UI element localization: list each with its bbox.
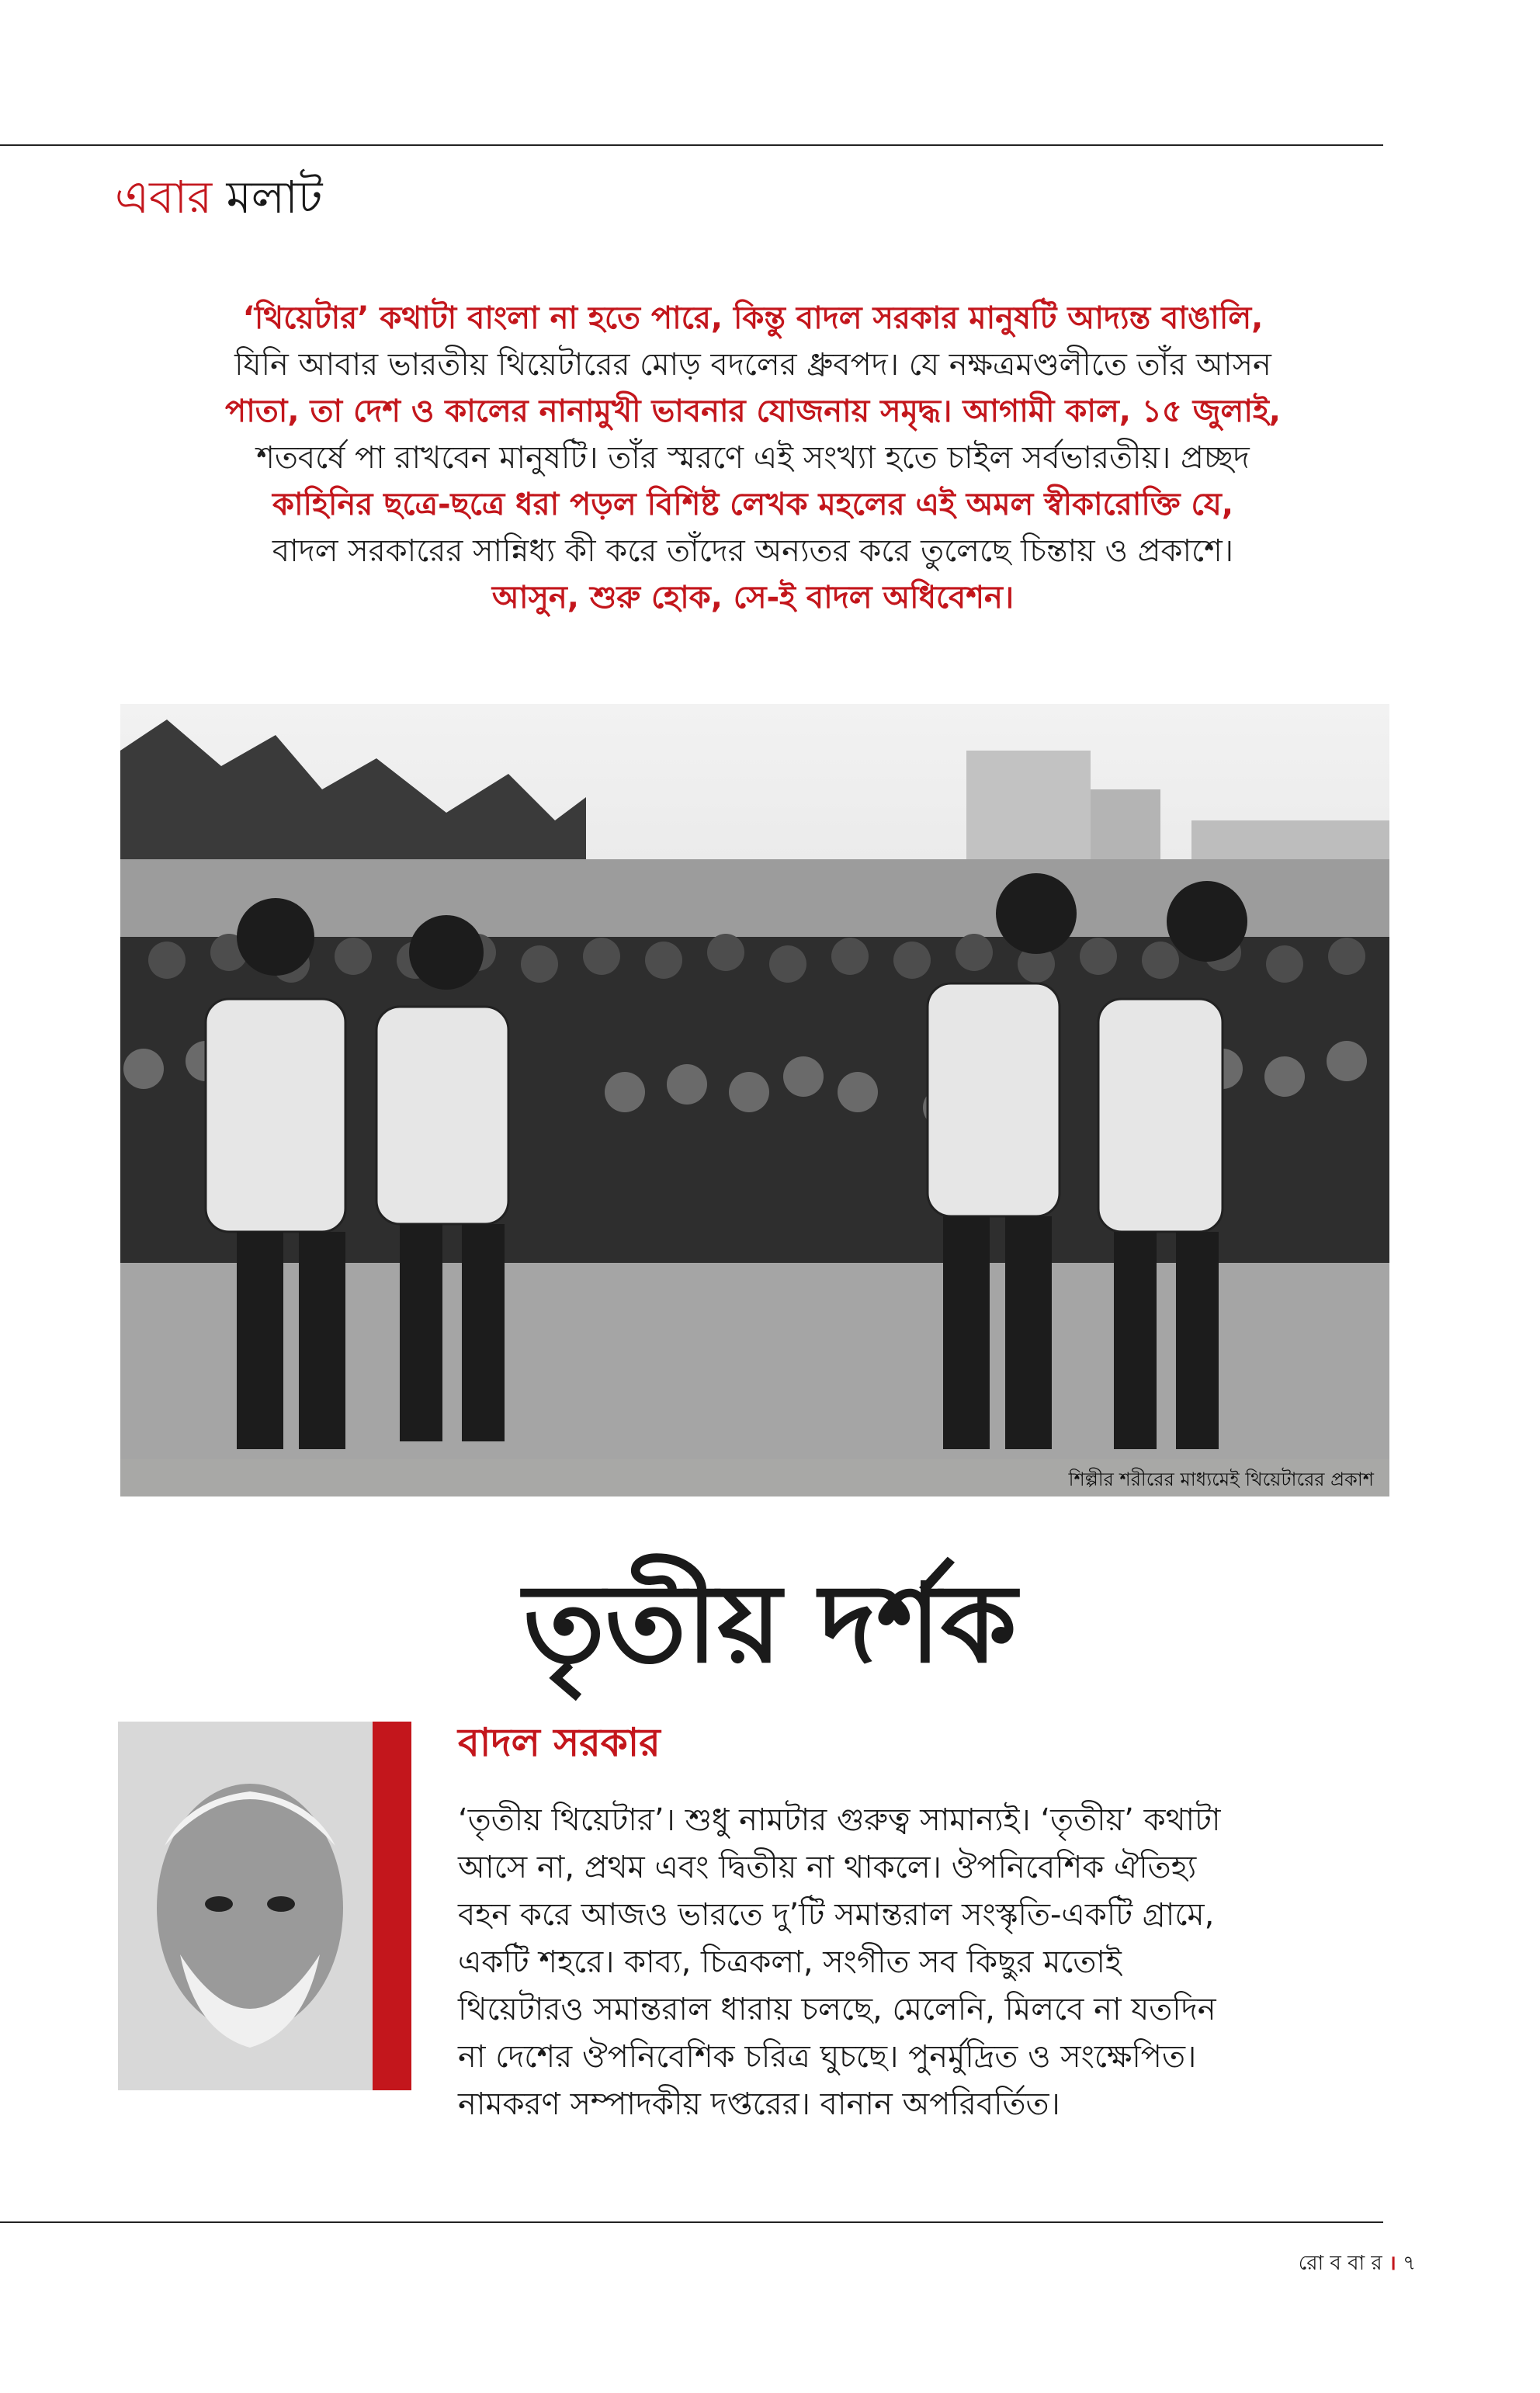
section-label: মলাট [226,171,323,224]
body-line: না দেশের ঔপনিবেশিক চরিত্র ঘুচছে। পুনর্মুদ্রিত ও সংক্ষেপিত। [458,2039,1197,2075]
performance-photo [120,704,1389,1459]
photo-caption: শিল্পীর শরীরের মাধ্যমেই থিয়েটারের প্রকাশ [1068,1469,1374,1490]
body-line: থিয়েটারও সমান্তরাল ধারায় চলছে, মেলেনি, মিলবে না যতদিন [458,1992,1216,2027]
bottom-rule [0,2221,1383,2223]
author-name: বাদল সরকার [458,1720,661,1765]
performance-photo-illustration [120,704,1389,1459]
intro-paragraph [116,295,1389,621]
body-line: নামকরণ সম্পাদকীয় দপ্তরের। বানান অপরিবর্তিত। [458,2086,1060,2122]
body-line: একটি শহরে। কাব্য, চিত্রকলা, সংগীত সব কিছুর মতোই [458,1944,1122,1980]
footer-separator: । [1388,2252,1396,2275]
article-title: তৃতীয় দর্শক [523,1561,1017,1687]
magazine-name: রো ব বা র [1298,2252,1382,2275]
page-footer [1299,2247,1416,2281]
intro-line: কাহিনির ছত্রে-ছত্রে ধরা পড়ল বিশিষ্ট লেখক মহলের এই অমল স্বীকারোক্তি যে, [272,487,1234,522]
section-label-red: এবার [115,171,213,224]
author-portrait [118,1722,411,2090]
intro-line: আসুন, শুরু হোক, সে-ই বাদল অধিবেশন। [491,580,1015,616]
top-rule [0,144,1383,146]
body-line: ‘তৃতীয় থিয়েটার’। শুধু নামটার গুরুত্ব সামান্যই। ‘তৃতীয়’ কথাটা [458,1802,1221,1838]
intro-line: শতবর্ষে পা রাখবেন মানুষটি। তাঁর স্মরণে এই সংখ্যা হতে চাইল সর্বভারতীয়। প্রচ্ছদ [256,440,1250,476]
intro-line: যিনি আবার ভারতীয় থিয়েটারের মোড় বদলের ধ্রুবপদ। যে নক্ষত্রমণ্ডলীতে তাঁর আসন [234,347,1271,383]
section-heading [115,163,322,238]
intro-line: বাদল সরকারের সান্নিধ্য কী করে তাঁদের অন্যতর করে তুলেছে চিন্তায় ও প্রকাশে। [272,533,1234,569]
article-body [458,1797,1389,2128]
body-line: বহন করে আজও ভারতে দু’টি সমান্তরাল সংস্কৃতি-একটি গ্রামে, [458,1897,1215,1933]
page-number: ৭ [1403,2252,1416,2275]
intro-line: ‘থিয়েটার’ কথাটা বাংলা না হতে পারে, কিন্তু বাদল সরকার মানুষটি আদ্যন্ত বাঙালি, [242,300,1264,336]
body-line: আসে না, প্রথম এবং দ্বিতীয় না থাকলে। ঔপনিবেশিক ঐতিহ্য [458,1850,1197,1885]
photo-caption-bar [120,1459,1389,1496]
author-portrait-illustration [118,1722,411,2090]
accent-bar [373,1722,411,2090]
intro-line: পাতা, তা দেশ ও কালের নানামুখী ভাবনার যোজনায় সমৃদ্ধ। আগামী কাল, ১৫ জুলাই, [225,394,1281,429]
